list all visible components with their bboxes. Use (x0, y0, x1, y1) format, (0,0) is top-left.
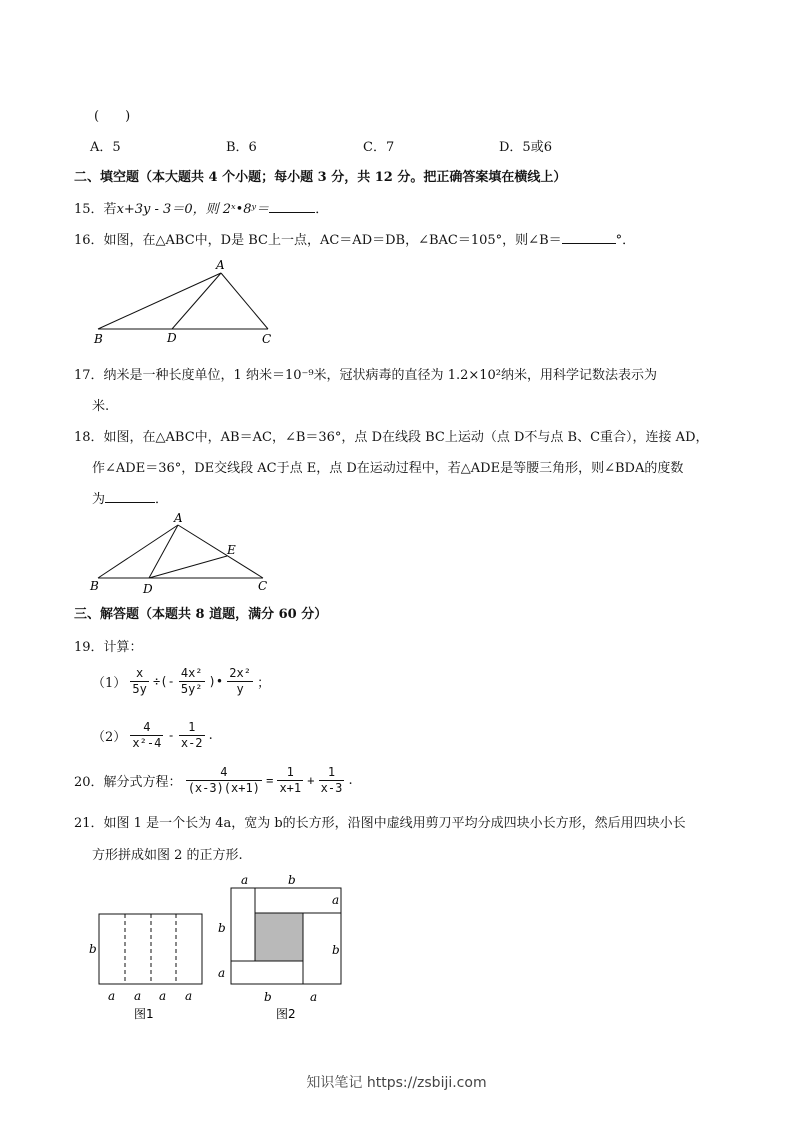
fig1-caption: 图1 (134, 1007, 154, 1021)
fig2-label-left-b: b (218, 921, 226, 935)
q19-p1-div: ÷(- (153, 674, 175, 689)
q18-label-a: A (174, 511, 183, 525)
q19-p1-frac1-num: x (130, 666, 148, 682)
question-15 (74, 198, 328, 217)
q19-p1-frac2-num: 4x² (180, 666, 203, 680)
q19-p1-frac2 (179, 666, 205, 697)
q15-answer-blank[interactable] (269, 200, 315, 213)
fig1-label-a4: a (185, 989, 193, 1003)
q18-answer-blank[interactable] (105, 490, 155, 503)
q19-p1-label: （1） (92, 676, 127, 691)
option-d: D．5或6 (499, 140, 552, 155)
answer-paren: ( ) (94, 109, 131, 124)
q21-line2: 方形拼成如图 2 的正方形. (92, 848, 243, 863)
section3-title: 三、解答题（本题共 8 道题，满分 60 分） (74, 607, 328, 622)
q16-triangle-figure (88, 256, 288, 348)
q20-frac1 (186, 765, 262, 796)
q20-frac1-den: (x-3)(x+1) (187, 781, 260, 795)
q18-triangle-figure (86, 510, 286, 598)
q20-eq: = (266, 773, 274, 788)
q18-segment-ad (149, 525, 178, 578)
q20-frac3-den: x-3 (320, 781, 343, 795)
q17-line2: 米. (92, 399, 110, 414)
fig2-caption: 图2 (276, 1007, 296, 1021)
fig2-label-top-b: b (288, 873, 296, 887)
q19-p2-frac2 (179, 720, 205, 751)
fig1-label-a3: a (159, 989, 167, 1003)
q19-part2 (92, 720, 213, 751)
q16-label-a: A (216, 258, 225, 272)
q15-end: ． (315, 202, 329, 217)
q16-segment-ba (98, 273, 221, 329)
q19-p1-frac3 (227, 666, 253, 697)
q18-line2: 作∠ADE＝36°，DE交线段 AC于点 E，点 D在运动过程中，若△ADE是等腰三角形，则∠BDA的度数 (92, 461, 684, 476)
q19-p2-frac2-num: 1 (179, 720, 205, 736)
q18-label-d: D (143, 582, 153, 596)
q19-p2-end: . (208, 728, 213, 743)
q20-plus: + (307, 773, 315, 788)
q18-line1: 18．如图，在△ABC中，AB＝AC，∠B＝36°，点 D在线段 BC上运动（点 D不与点 B、C重合），连接 AD， (74, 430, 709, 445)
q16-deg: °． (615, 233, 636, 248)
q16-label-b: B (94, 332, 103, 346)
q18-label-c: C (258, 579, 268, 593)
fig2-label-left-a: a (218, 966, 226, 980)
q17-line1: 17．纳米是一种长度单位，1 纳米＝10⁻⁹米，冠状病毒的直径为 1.2×10²纳米，用科学记数法表示为 (74, 368, 658, 383)
q21-figure-1 (84, 906, 212, 1024)
q21-figure-2 (214, 870, 354, 1026)
q19-title: 19．计算： (74, 640, 143, 655)
q18-label-b: B (90, 579, 99, 593)
q15-num: 15． (74, 202, 104, 217)
q19-p1-frac1-den: 5y (132, 682, 147, 696)
fig2-label-top-a: a (241, 873, 249, 887)
footer-watermark: 知识笔记 https://zsbiji.com (306, 1075, 487, 1091)
question-16 (74, 229, 635, 248)
option-b: B．6 (226, 140, 257, 155)
section2-title: 二、填空题（本大题共 4 个小题；每小题 3 分，共 12 分。把正确答案填在横线上） (74, 170, 567, 185)
option-c: C．7 (363, 140, 395, 155)
q16-segment-ac (221, 273, 268, 329)
q18-line3 (92, 488, 168, 507)
q16-answer-blank[interactable] (562, 231, 616, 244)
question-20 (74, 765, 353, 796)
q20-frac2-num: 1 (277, 765, 303, 781)
q16-segment-ad (172, 273, 221, 329)
q19-p1-frac2-den: 5y² (180, 682, 203, 696)
q18-segment-ab (98, 525, 178, 578)
q18-label-e: E (227, 543, 236, 557)
q18-segment-ac (178, 525, 263, 578)
q16-label-c: C (262, 332, 272, 346)
fig2-shaded-square (255, 913, 303, 961)
q19-part1 (92, 666, 270, 697)
q19-p2-frac1-num: 4 (130, 720, 163, 736)
q20-frac3-num: 1 (319, 765, 345, 781)
q19-p2-minus: - (167, 728, 175, 743)
fig1-label-b: b (89, 942, 97, 956)
fig2-label-right-b: b (332, 943, 340, 957)
q18-line3-end: ． (155, 492, 169, 507)
q15-expr: x+3y - 3＝0，则 2ˣ•8ʸ＝ (116, 202, 270, 217)
q20-frac1-num: 4 (186, 765, 262, 781)
fig2-label-bottom-b: b (264, 990, 272, 1004)
q19-p2-label: （2） (92, 730, 127, 745)
q20-title: 20．解分式方程： (74, 775, 182, 790)
q19-p1-end: ； (257, 676, 271, 691)
q19-p1-frac3-num: 2x² (229, 666, 251, 680)
q19-p1-frac3-den: y (236, 682, 244, 696)
q16-label-d: D (167, 331, 177, 345)
q18-segment-de (149, 556, 227, 578)
fig1-label-a1: a (108, 989, 116, 1003)
fig1-label-a2: a (134, 989, 142, 1003)
q21-line1: 21．如图 1 是一个长为 4a，宽为 b的长方形，沿图中虚线用剪刀平均分成四块小长方形，然后用四块小长 (74, 816, 686, 831)
q19-p2-frac1-den: x²-4 (132, 736, 162, 750)
q19-p2-frac1 (130, 720, 163, 751)
q20-frac2 (277, 765, 303, 796)
fig2-label-right-a: a (332, 893, 340, 907)
q15-pre: 若 (103, 202, 117, 217)
q20-frac2-den: x+1 (279, 781, 302, 795)
q18-line3-pre: 为 (92, 492, 106, 507)
q19-p1-frac1 (130, 666, 148, 697)
q19-p2-frac2-den: x-2 (180, 736, 203, 750)
q20-frac3 (319, 765, 345, 796)
q19-p1-mul: )• (208, 674, 224, 689)
q16-text: 16．如图，在△ABC中，D是 BC上一点，AC＝AD＝DB，∠BAC＝105°，则∠B＝ (74, 233, 562, 248)
q20-end: . (348, 773, 353, 788)
fig2-label-bottom-a: a (310, 990, 318, 1004)
option-a: A．5 (90, 140, 121, 155)
